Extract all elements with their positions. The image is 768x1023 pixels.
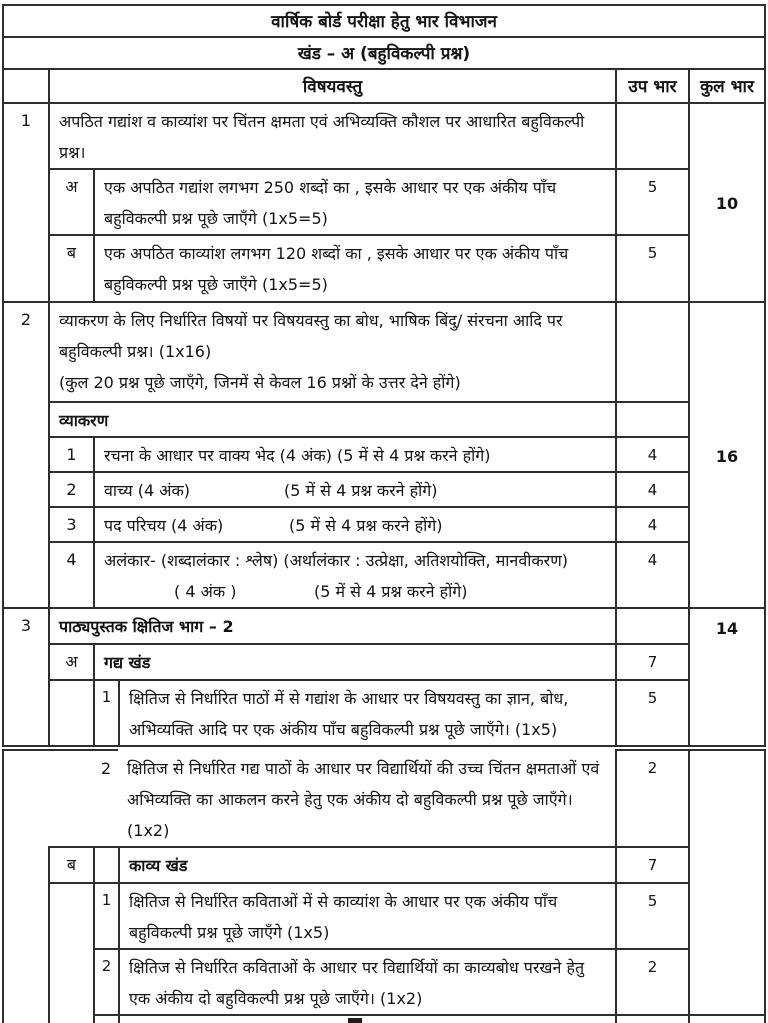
grammar-intro-line1: व्याकरण के लिए निर्धारित विषयों पर विषयवस्तु का बोध, भाषिक बिंदु/ संरचना आदि पर बहुविकल्पी प्रश्न। (1x16) <box>59 311 563 361</box>
empty-cell <box>48 882 93 948</box>
row-text: क्षितिज से निर्धारित कविताओं के आधार पर विद्यार्थियों का काव्यबोध परखने हेतु एक अंकीय दो बहुविकल्पी प्रश्न पूछे जाएँगे। (1x2) <box>118 948 615 1014</box>
grammar-intro-line2: (कुल 20 प्रश्न पूछे जाएँगे, जिनमें से केवल 16 प्रश्नों के उत्तर देने होंगे) <box>59 373 461 392</box>
table-row <box>2 643 764 679</box>
sub-weight-value: 5 <box>615 882 688 948</box>
textbook-heading: पाठ्यपुस्तक क्षितिज भाग – 2 <box>48 607 615 643</box>
row-text: एक अपठित गद्यांश लगभग 250 शब्दों का , इसके आधार पर एक अंकीय पाँच बहुविकल्पी प्रश्न पूछे जाएँगे (1x5=5) <box>93 168 615 234</box>
grammar-subheading: व्याकरण <box>48 401 615 436</box>
row-text-left: ( 4 अंक ) <box>174 582 237 601</box>
row-serial: 1 <box>93 679 118 745</box>
table-row <box>2 749 764 846</box>
row-text: अपठित गद्यांश व काव्यांश पर चिंतन क्षमता एवं अभिव्यक्ति कौशल पर आधारित बहुविकल्पी प्रश्न। <box>48 102 615 168</box>
empty-cell <box>48 679 93 745</box>
empty-cell <box>2 948 48 1014</box>
empty-cell <box>2 846 48 882</box>
row-text-right: (5 में से 4 प्रश्न करने होंगे) <box>289 516 443 535</box>
table-row <box>2 471 764 506</box>
sub-weight-value: 4 <box>615 541 688 607</box>
sub-weight-value: 2 <box>615 948 688 1014</box>
empty-cell <box>93 1014 118 1023</box>
row-text <box>93 506 615 541</box>
sub-weight-value: 4 <box>615 436 688 471</box>
sub-weight-value <box>615 401 688 436</box>
row-serial: ब <box>48 234 93 301</box>
row-text-right: (5 में से 4 प्रश्न करने होंगे) <box>314 582 468 601</box>
row-text: क्षितिज से निर्धारित गद्य पाठों के आधार पर विद्यार्थियों की उच्च चिंतन क्षमताओं एवं अभिव्यक्ति का आकलन करने हेतु एक अंकीय दो बहुविकल्पी प्रश्न पूछे जाएँगे। (1x2) <box>127 759 600 840</box>
table-row-partial <box>2 1014 764 1023</box>
table-row <box>2 234 764 301</box>
row-text: रचना के आधार पर वाक्य भेद (4 अंक) (5 में से 4 प्रश्न करने होंगे) <box>93 436 615 471</box>
alankar-line1: अलंकार- (शब्दालंकार : श्लेष) (अर्थालंकार : उत्प्रेक्षा, अतिशयोक्ति, मानवीकरण) <box>104 551 568 570</box>
row-serial: 3 <box>48 506 93 541</box>
header-total-weight: कुल भार <box>688 68 764 102</box>
sub-weight-value: 5 <box>615 679 688 745</box>
empty-cell <box>48 1014 93 1023</box>
sub-weight-value: 2 <box>615 749 688 846</box>
sub-weight-value: 4 <box>615 471 688 506</box>
header-sub-weight: उप भार <box>615 68 688 102</box>
row-text <box>93 471 615 506</box>
table-row <box>2 436 764 471</box>
alankar-line2 <box>104 576 609 607</box>
total-weight-cell <box>688 749 764 1014</box>
table-row <box>2 846 764 882</box>
row-text-left: वाच्य (4 अंक) <box>104 481 191 500</box>
row-serial: अ <box>48 643 93 679</box>
sub-weight-value: 4 <box>615 506 688 541</box>
row-text-right: (5 में से 4 प्रश्न करने होंगे) <box>284 481 438 500</box>
header-serial-cell <box>2 68 48 102</box>
row-serial: 2 <box>2 301 48 607</box>
row-text-left: पद परिचय (4 अंक) <box>104 516 224 535</box>
row-text: क्षितिज से निर्धारित पाठों में से गद्यांश के आधार पर विषयवस्तु का ज्ञान, बोध, अभिव्यक्ति आदि पर एक अंकीय पाँच बहुविकल्पी प्रश्न पूछे जाएँगे। (1x5) <box>118 679 615 745</box>
table-row <box>2 607 764 643</box>
empty-cell <box>615 1014 688 1023</box>
sub-weight-value <box>615 301 688 401</box>
row-text: क्षितिज से निर्धारित कविताओं में से काव्यांश के आधार पर एक अंकीय पाँच बहुविकल्पी प्रश्न पूछे जाएँगे (1x5) <box>118 882 615 948</box>
empty-cell <box>688 1014 764 1023</box>
row-serial: अ <box>48 168 93 234</box>
row-text: एक अपठित काव्यांश लगभग 120 शब्दों का , इसके आधार पर एक अंकीय पाँच बहुविकल्पी प्रश्न पूछे जाएँगे (1x5=5) <box>93 234 615 301</box>
table-row <box>2 168 764 234</box>
sub-weight-value: 7 <box>615 643 688 679</box>
total-weight-value: 10 <box>688 102 764 301</box>
row-serial: 2 <box>2 749 118 846</box>
table-row <box>2 882 764 948</box>
sub-weight-value <box>615 607 688 643</box>
sub-weight-value: 5 <box>615 234 688 301</box>
empty-cell <box>2 1014 48 1023</box>
table-header-row <box>2 68 764 102</box>
page-title: वार्षिक बोर्ड परीक्षा हेतु भार विभाजन <box>2 4 764 36</box>
row-serial: 1 <box>93 882 118 948</box>
cut-off-text-fragment <box>348 1018 362 1023</box>
table-row <box>2 401 764 436</box>
weightage-table-lower <box>2 749 766 1023</box>
total-weight-value: 16 <box>688 301 764 607</box>
sub-weight-value <box>615 102 688 168</box>
header-content: विषयवस्तु <box>48 68 615 102</box>
row-serial: 4 <box>48 541 93 607</box>
table-row <box>2 948 764 1014</box>
row-text <box>93 541 615 607</box>
weightage-table-upper <box>2 4 766 747</box>
table-row <box>2 679 764 745</box>
sub-weight-value: 5 <box>615 168 688 234</box>
table-row <box>2 36 764 68</box>
row-text <box>48 301 615 401</box>
prose-section-heading: गद्य खंड <box>93 643 615 679</box>
table-row <box>2 506 764 541</box>
empty-cell <box>48 948 93 1014</box>
sub-weight-value: 7 <box>615 846 688 882</box>
row-serial: 2 <box>93 948 118 1014</box>
row-serial: 1 <box>48 436 93 471</box>
table-row <box>2 301 764 401</box>
row-serial: ब <box>48 846 93 882</box>
cut-off-row-text <box>118 1014 615 1023</box>
section-heading: खंड – अ (बहुविकल्पी प्रश्न) <box>2 36 764 68</box>
row-serial: 3 <box>2 607 48 745</box>
table-row <box>2 102 764 168</box>
table-row <box>2 541 764 607</box>
table-row <box>2 4 764 36</box>
row-serial: 1 <box>2 102 48 301</box>
total-weight-value: 14 <box>688 607 764 745</box>
row-serial: 2 <box>48 471 93 506</box>
empty-cell <box>2 882 48 948</box>
empty-cell <box>93 846 118 882</box>
poetry-section-heading: काव्य खंड <box>118 846 615 882</box>
